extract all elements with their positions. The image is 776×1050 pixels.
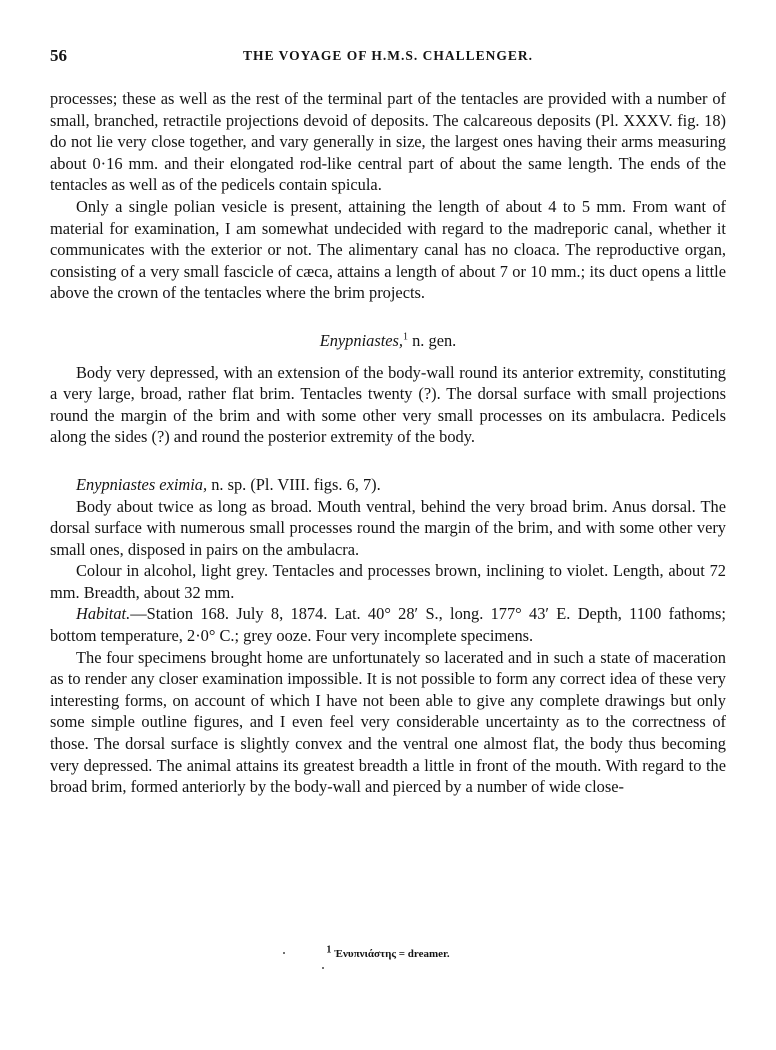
section-gap (50, 448, 726, 474)
genus-suffix: n. gen. (408, 330, 457, 350)
footnote-mark: 1 (326, 944, 332, 956)
page-header (50, 46, 726, 70)
footnote-text: Ἐνυπνιάστης = dreamer. (331, 948, 450, 960)
habitat-text: —Station 168. July 8, 1874. Lat. 40° 28′ S., long. 177° 43′ E. Depth, 1100 fathoms; bottom temperature, 2·0° C.; grey ooze. Four very incomplete specimens. (50, 604, 726, 646)
paragraph-colour: Colour in alcohol, light grey. Tentacles and processes brown, inclining to violet. Length, about 72 mm. Breadth, about 32 mm. (50, 561, 726, 602)
habitat-label: Habitat. (76, 604, 131, 624)
print-speck (322, 967, 324, 969)
print-speck (283, 952, 285, 954)
paragraph-polian-vesicle: Only a single polian vesicle is present, attaining the length of about 4 to 5 mm. From want of material for examination, I am somewhat undecided with regard to the madreporic canal, whether it communicates with the exterior or not. The alimentary canal has no cloaca. The reproductive organ, consisting of a very small fascicle of cæca, attains a length of about 7 or 10 mm.; its duct opens a little above the crown of the tentacles where the brim projects. (50, 196, 726, 303)
paragraph-continued: processes; these as well as the rest of the terminal part of the tentacles are provided with a number of small, branched, retractile projections devoid of deposits. The calcareous deposits (Pl. XXXV. fig. 18) do not lie very close together, and vary generally in size, the largest ones having their arms measuring about 0·16 mm. and their elongated rod-like central part of about the same length. The ends of the tentacles as well as of the pedicels contain spicula. (50, 89, 726, 195)
species-heading (50, 474, 726, 496)
heading-gap (50, 352, 726, 362)
page-number: 56 (50, 46, 67, 65)
paragraph-habitat (50, 603, 726, 646)
paragraph-species-description: Body about twice as long as broad. Mouth ventral, behind the very broad brim. Anus dorsal. The dorsal surface with numerous small processes round the margin of the brim, and with some other very small ones, disposed in pairs on the ambulacra. (50, 496, 726, 559)
body-text (50, 88, 726, 798)
running-title: THE VOYAGE OF H.M.S. CHALLENGER. (242, 48, 534, 63)
footnote (0, 944, 776, 960)
paragraph-specimens: The four specimens brought home are unfortunately so lacerated and in such a state of maceration as to render any closer examination impossible. It is not possible to form any correct idea of these very interesting forms, on account of which I have not been able to give any complete drawings but only some simple outline figures, and I even feel very considerable uncertainty as to the correctness of those. The dorsal surface is slightly convex and the ventral one almost flat, the body thus becoming very depressed. The animal attains its greatest breadth a little in front of the mouth. With regard to the broad brim, formed anteriorly by the body-wall and pierced by a number of wide close- (50, 647, 726, 797)
genus-name: Enypniastes, (319, 330, 404, 350)
species-name: Enypniastes eximia, (76, 474, 208, 494)
genus-heading (50, 330, 726, 352)
footnote-ref: 1 (403, 331, 409, 343)
section-gap (50, 304, 726, 330)
paragraph-genus-description: Body very depressed, with an extension of the body-wall round its anterior extremity, constituting a very large, broad, rather flat brim. Tentacles twenty (?). The dorsal surface with small projections round the margin of the brim and with some other very small processes on its ambulacra. Pedicels along the sides (?) and round the posterior extremity of the body. (50, 362, 726, 447)
species-suffix: n. sp. (Pl. VIII. figs. 6, 7). (207, 474, 381, 494)
